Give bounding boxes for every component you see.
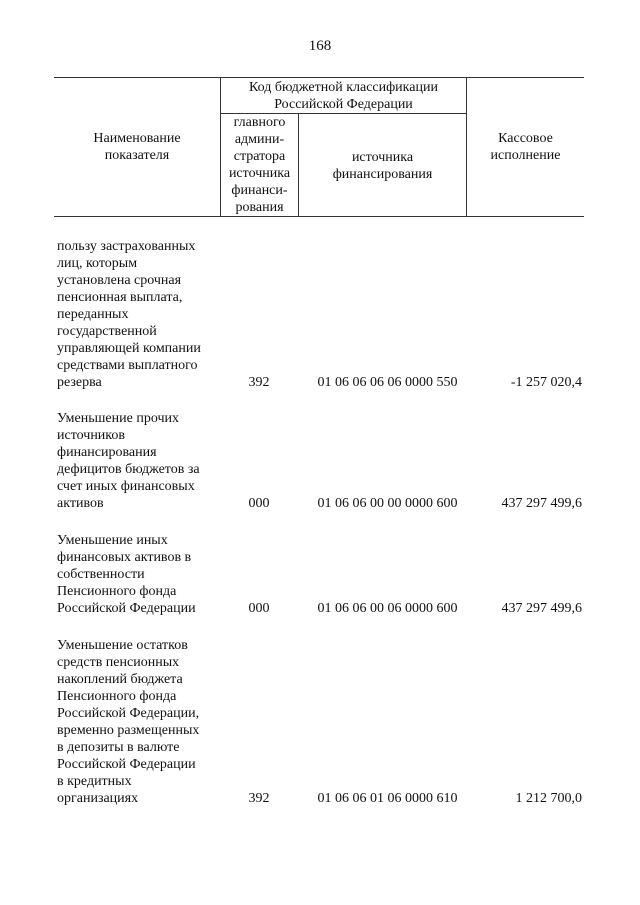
table-row xyxy=(0,408,640,512)
header-col-source: источника финансирования xyxy=(332,150,433,182)
table-row xyxy=(0,530,640,617)
header-bottom-border xyxy=(54,216,584,217)
row-source-code: 01 06 06 06 06 0000 550 xyxy=(317,375,458,390)
header-top-border xyxy=(54,77,584,78)
table-row xyxy=(0,634,640,807)
row-amount: -1 257 020,4 xyxy=(510,375,582,390)
row-source-code: 01 06 06 01 06 0000 610 xyxy=(317,791,458,806)
row-amount: 1 212 700,0 xyxy=(515,791,582,806)
row-amount: 437 297 499,6 xyxy=(501,496,582,511)
header-col-admin: главного админи- стратора источника финанси- рования xyxy=(228,115,291,215)
row-name: Уменьшение остатков средств пенсионных накоплений бюджета Пенсионного фонда Российской Федерации, временно размещенных в депозиты в валюте Российской Федерации в кредитных организациях xyxy=(57,638,200,806)
row-name: Уменьшение иных финансовых активов в собственности Пенсионного фонда Российской Федерации xyxy=(57,533,196,616)
row-source-code: 01 06 06 00 06 0000 600 xyxy=(317,601,458,616)
header-budget-code-group: Код бюджетной классификации Российской Федерации xyxy=(249,80,438,112)
row-name: пользу застрахованных лиц, которым установлена срочная пенсионная выплата, переданных государственной управляющей компании средствами выплатного резерва xyxy=(57,239,201,390)
row-admin-code: 000 xyxy=(248,601,270,616)
row-admin-code: 392 xyxy=(248,375,270,390)
header-col-name: Наименование показателя xyxy=(93,131,181,163)
table-row xyxy=(0,235,640,391)
page-number: 168 xyxy=(308,38,332,54)
row-admin-code: 392 xyxy=(248,791,270,806)
row-source-code: 01 06 06 00 00 0000 600 xyxy=(317,496,458,511)
row-name: Уменьшение прочих источников финансирования дефицитов бюджетов за счет иных финансовых активов xyxy=(57,411,200,511)
row-amount: 437 297 499,6 xyxy=(501,601,582,616)
row-admin-code: 000 xyxy=(248,496,270,511)
header-col-amount: Кассовое исполнение xyxy=(490,131,561,163)
